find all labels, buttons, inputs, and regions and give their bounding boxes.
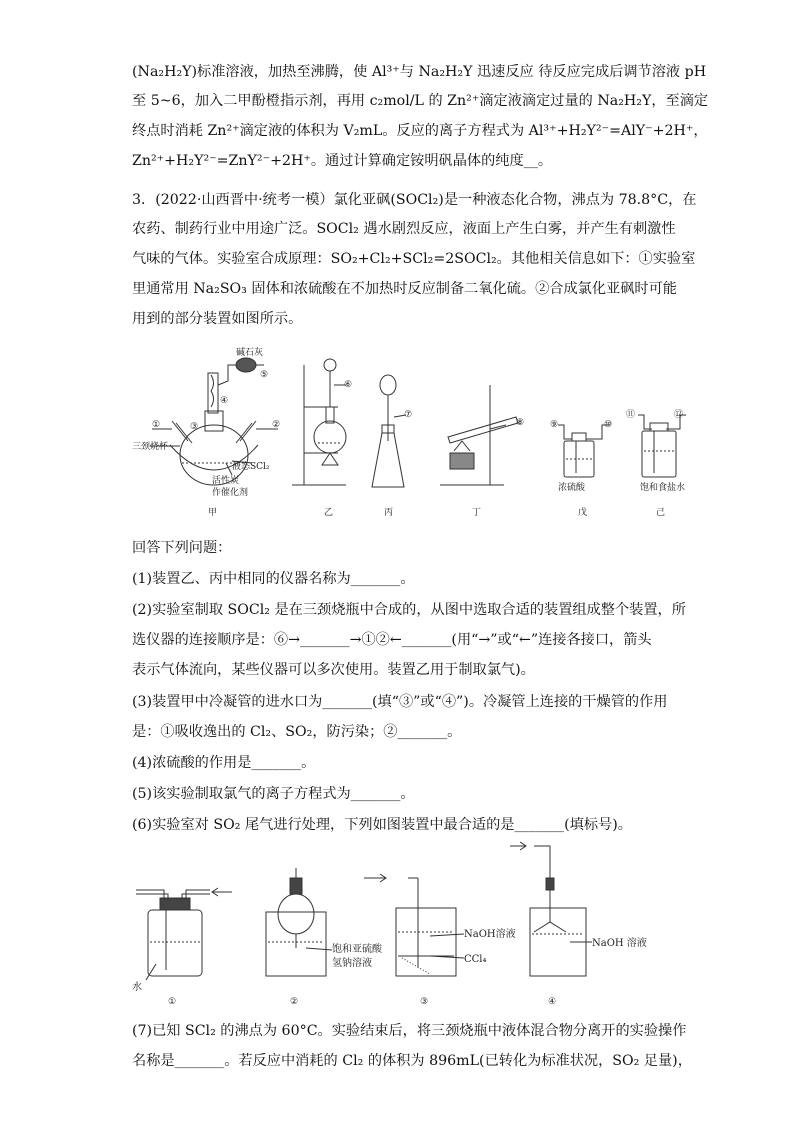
- port-label: ⑥: [344, 380, 353, 390]
- text-line: (3)装置甲中冷凝管的进水口为_______(填“③”或“④”)。冷凝管上连接的干燥管的作用: [132, 694, 668, 710]
- text-line: 回答下列问题：: [132, 540, 232, 556]
- port-label: ⑧: [516, 418, 525, 428]
- caption-ding: 丁: [472, 508, 482, 518]
- text-line: (4)浓硫酸的作用是_______。: [132, 755, 316, 771]
- apparatus-yi: [292, 359, 352, 518]
- port-label: ②: [272, 420, 281, 430]
- device-4: [510, 842, 647, 1007]
- port-label: ④: [220, 396, 229, 406]
- port-label: ⑪: [626, 410, 636, 420]
- device-1: [132, 888, 232, 1007]
- text-line: 选仪器的连接顺序是：⑥→_______→①②←_______(用“→”或“←”连接各接口，箭头: [132, 632, 652, 648]
- question-3-line: 3．(2022·山西晋中·统考一模）氯化亚砜(SOCl₂)是一种液态化合物，沸点为 78.8°C，在: [132, 192, 697, 208]
- apparatus-ding: [440, 385, 524, 518]
- text-line: 是：①吸收逸出的 Cl₂、SO₂，防污染；②_______。: [132, 724, 462, 740]
- catalyst-label: 作催化剂: [212, 488, 249, 498]
- text-line: (7)已知 SCl₂ 的沸点为 60°C。实验结束后，将三颈烧瓶中液体混合物分离开的实验操作: [132, 1023, 687, 1039]
- text-line: 里通常用 Na₂SO₃ 固体和浓硫酸在不加热时反应制备二氧化硫。②合成氯化亚砜时可能: [132, 281, 677, 297]
- caption-yi: 乙: [324, 508, 334, 518]
- port-label: ⑨: [550, 420, 559, 430]
- catalyst-label: 活性炭: [212, 476, 240, 486]
- text-line: (6)实验室对 SO₂ 尾气进行处理，下列如图装置中最合适的是_______(填标号)。: [132, 817, 632, 833]
- port-label: ⑦: [404, 410, 413, 420]
- naoh-label: NaOH溶液: [464, 929, 516, 940]
- text-line: (Na₂H₂Y)标准溶液，加热至沸腾，使 Al³⁺与 Na₂H₂Y 迅速反应 待反应完成后调节溶液 pH: [132, 64, 707, 80]
- apparatus-figure: [132, 345, 692, 520]
- apparatus-jia: [132, 346, 280, 518]
- text-line: 用到的部分装置如图所示。: [132, 311, 303, 327]
- caption-bing: 丙: [384, 508, 394, 518]
- caption-ji: 己: [656, 508, 666, 518]
- device-2: [266, 868, 383, 1007]
- caption-3: ③: [420, 997, 429, 1007]
- ccl4-label: CCl₄: [464, 954, 487, 965]
- apparatus-wu: [550, 420, 612, 518]
- tail-gas-figure: [130, 838, 647, 1008]
- text-line: (2)实验室制取 SOCl₂ 是在三颈烧瓶中合成的，从图中选取合适的装置组成整个装置，所: [132, 602, 686, 618]
- sat-nacl-label: 饱和食盐水: [640, 483, 686, 493]
- text-line: Zn²⁺+H₂Y²⁻=ZnY²⁻+2H⁺。通过计算确定铵明矾晶体的纯度__。: [132, 153, 553, 169]
- port-label: ①: [152, 420, 161, 430]
- text-line: 气味的气体。实验室合成原理：SO₂+Cl₂+SCl₂=2SOCl₂。其他相关信息如下：①实验室: [132, 251, 696, 267]
- text-line: (1)装置乙、丙中相同的仪器名称为_______。: [132, 571, 415, 587]
- text-line: 至 5~6，加入二甲酚橙指示剂，再用 c₂mol/L 的 Zn²⁺滴定液滴定过量的 Na₂H₂Y，至滴定: [132, 93, 709, 109]
- soda-lime-label: 碱石灰: [236, 348, 264, 358]
- apparatus-bing: [372, 375, 412, 518]
- text-line: 农药、制药行业中用途广泛。SOCl₂ 遇水剧烈反应，液面上产生白雾，并产生有刺激性: [132, 221, 676, 237]
- caption-wu: 戊: [578, 508, 588, 518]
- device-3: [364, 874, 516, 1007]
- caption-1: ①: [168, 997, 177, 1007]
- conc-h2so4-label: 浓硫酸: [558, 483, 586, 493]
- water-label: 水: [132, 982, 142, 993]
- port-label: ⑩: [604, 420, 613, 430]
- text-line: 表示气体流向，某些仪器可以多次使用。装置乙用于制取氯气)。: [132, 662, 535, 678]
- apparatus-ji: [626, 409, 686, 518]
- text-line: 名称是_______。若反应中消耗的 Cl₂ 的体积为 896mL(已转化为标准状况，SO₂ 足量)，: [132, 1053, 692, 1069]
- liquid-scl2-label: 液态SCl₂: [232, 462, 270, 472]
- caption-2: ②: [290, 997, 299, 1007]
- port-label: ⑫: [674, 410, 684, 420]
- text-line: 终点时消耗 Zn²⁺滴定液的体积为 V₂mL。反应的离子方程式为 Al³⁺+H₂Y²⁻=AlY⁻+2H⁺，: [132, 123, 708, 139]
- flask-label: 三颈烧杯: [132, 442, 169, 452]
- caption-jia: 甲: [208, 508, 218, 518]
- nahso3-label: 饱和亚硫酸: [332, 944, 382, 955]
- nahso3-label: 氢钠溶液: [332, 958, 372, 969]
- port-label: ⑤: [260, 370, 269, 380]
- caption-4: ④: [548, 997, 557, 1007]
- text-line: (5)该实验制取氯气的离子方程式为_______。: [132, 786, 415, 802]
- port-label: ③: [190, 422, 199, 432]
- naoh-label: NaOH 溶液: [592, 938, 647, 949]
